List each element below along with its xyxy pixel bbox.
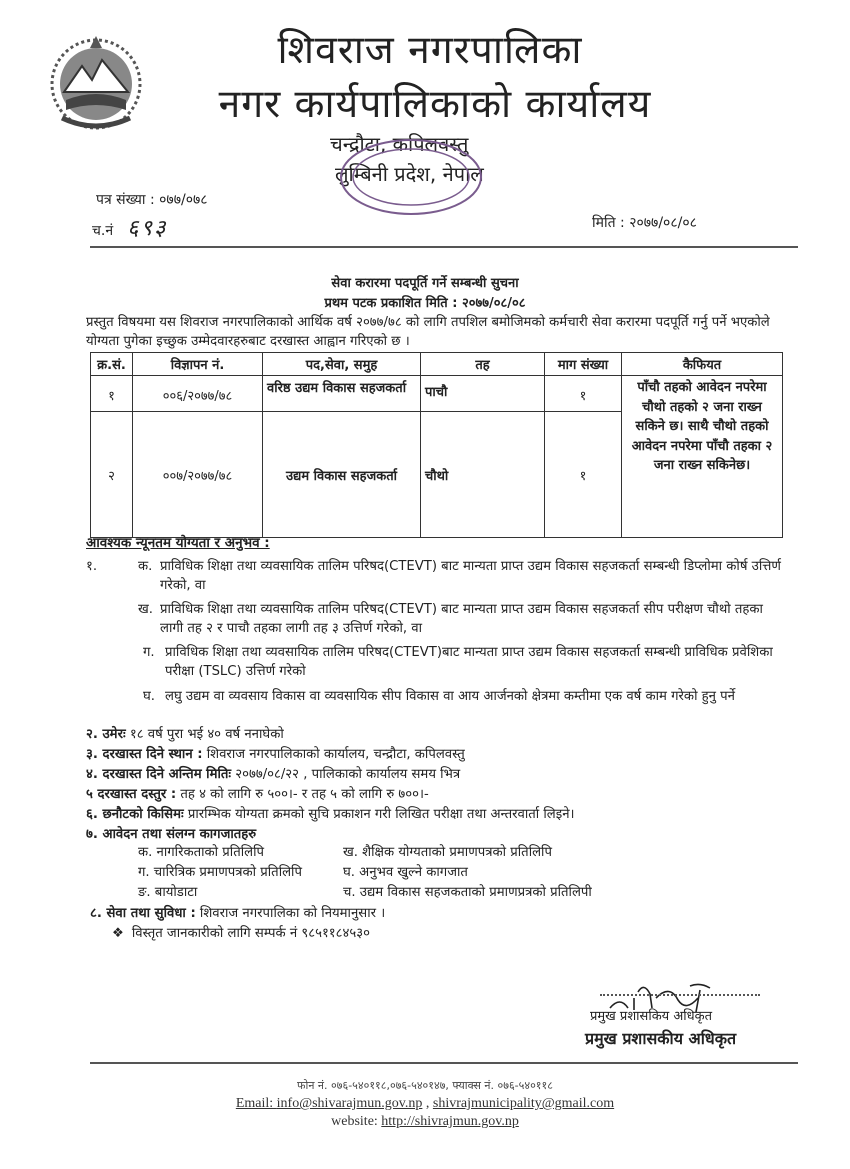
office-seal-stamp [336, 136, 486, 218]
dispatch-label: च.नं [92, 223, 114, 239]
org-name-line2: नगर कार्यपालिकाको कार्यालय [218, 82, 652, 127]
notice-intro: प्रस्तुत विषयमा यस शिवराज नगरपालिकाको आर्थिक वर्ष २०७७/७८ को लागि तपशिल बमोजिमको कर्मचारी सेवा करारमा पदपूर्ति गर्नु पर्ने भएकोले योग्यता पुगेका इच्छुक उम्मेदवारहरुबाट दरखास्त आह्वान गरिएको छ । [86, 315, 770, 349]
col-header: कैफियत [622, 353, 783, 376]
reference-number: पत्र संख्या : ०७७/०७८ [96, 192, 208, 208]
org-name-line1: शिवराज नगरपालिका [277, 28, 583, 73]
notice-subtitle: प्रथम पटक प्रकाशित मिति : २०७७/०८/०८ [324, 296, 526, 311]
qualifications-title: आवश्यक न्यूनतम योग्यता र अनुभव : [86, 535, 270, 551]
diamond-bullet-icon: ❖ [112, 926, 124, 941]
footer-phone: फोन नं. ०७६-५४०११८,०७६-५४०१४७, फ्याक्स नं. ०७६-५४०११८ [297, 1079, 553, 1092]
cell-sn: १ [91, 376, 133, 412]
footer-website: website: http://shivrajmun.gov.np [331, 1114, 519, 1129]
header-divider [90, 246, 798, 248]
detail-selection: ६. छनौटको किसिमः प्रारम्भिक योग्यता क्रमको सुचि प्रकाशन गरी लिखित परीक्षा तथा अन्तरवार्ता लिइने। [86, 807, 575, 822]
detail-deadline: ४. दरखास्त दिने अन्तिम मितिः २०७७/०८/२२ , पालिकाको कार्यालय समय भित्र [86, 767, 461, 782]
email-link-1[interactable]: info@shivarajmun.gov.np [276, 1096, 423, 1111]
qualifications-number: १. [86, 559, 98, 574]
qualification-label: ख. [138, 602, 153, 617]
qualification-text: प्राविधिक शिक्षा तथा व्यवसायिक तालिम परिषद(CTEVT) बाट मान्यता प्राप्त उद्यम विकास सहजकर्ता सम्बन्धी डिप्लोमा कोर्ष उत्तिर्ण गरेको, वा [160, 559, 781, 593]
cell-adno: ००६/२०७७/७८ [133, 376, 263, 412]
qualification-label: ग. [143, 645, 155, 660]
col-header: क्र.सं. [91, 353, 133, 376]
document-item: घ. अनुभव खुल्ने कागजात [343, 865, 468, 880]
qualification-label: क. [138, 559, 153, 574]
col-header: माग संख्या [545, 353, 622, 376]
cell-level: चौथो [421, 412, 545, 538]
col-header: तह [421, 353, 545, 376]
footer-divider [90, 1062, 798, 1064]
cell-demand: १ [545, 412, 622, 538]
qualification-text: लघु उद्यम वा व्यवसाय विकास वा व्यवसायिक सीप विकास वा आय आर्जनको क्षेत्रमा कम्तीमा एक वर्ष काम गरेको हुनु पर्ने [165, 689, 735, 704]
footer-email: Email: info@shivarajmun.gov.np , shivrajmunicipality@gmail.com [235, 1096, 615, 1111]
col-header: पद,सेवा, समुह [263, 353, 421, 376]
dispatch-number [92, 212, 167, 242]
org-address-line1: चन्द्रौटा, कपिलवस्तु [330, 132, 469, 156]
table-header-row [91, 353, 783, 376]
dispatch-value: ६९३ [127, 216, 168, 241]
signatory-title: प्रमुख प्रशासकिय अधिकृत [590, 1009, 713, 1024]
qualification-text: प्राविधिक शिक्षा तथा व्यवसायिक तालिम परिषद(CTEVT) बाट मान्यता प्राप्त उद्यम विकास सहजकर्ता सीप परीक्षण चौथो तहका लागी तह २ र पाचौ तहका लागी तह ३ उत्तिर्ण गरेको, वा [160, 602, 763, 636]
detail-fee: ५ दरखास्त दस्तुर : तह ४ को लागि रु ५००।- र तह ५ को लागि रु ७००।- [86, 787, 429, 802]
document-item: ङ. बायोडाटा [138, 885, 198, 900]
website-link[interactable]: http://shivrajmun.gov.np [381, 1114, 519, 1129]
detail-place: ३. दरखास्त दिने स्थान : शिवराज नगरपालिकाको कार्यालय, चन्द्रौटा, कपिलवस्तु [86, 747, 465, 762]
vacancy-table [90, 352, 783, 538]
document-item: ग. चारित्रिक प्रमाणपत्रको प्रतिलिपि [138, 865, 302, 880]
detail-documents: ७. आवेदन तथा संलग्न कागजातहरु [86, 827, 257, 842]
signatory-stamp: प्रमुख प्रशासकीय अधिकृत [585, 1029, 737, 1048]
letter-date: मिति : २०७७/०८/०८ [592, 215, 697, 231]
qualification-text: प्राविधिक शिक्षा तथा व्यवसायिक तालिम परिषद(CTEVT)बाट मान्यता प्राप्त उद्यम विकास सहजकर्ता सम्बन्धी प्राविधिक प्रवेशिका परीक्षा (TSLC) उत्तिर्ण गरेको [165, 645, 773, 679]
cell-post: वरिष्ठ उद्यम विकास सहजकर्ता [263, 376, 421, 412]
cell-demand: १ [545, 376, 622, 412]
email-link-2[interactable]: shivrajmunicipality@gmail.com [432, 1096, 615, 1111]
detail-service: ८. सेवा तथा सुविधा : शिवराज नगरपालिका को नियमानुसार । [90, 906, 386, 921]
cell-post: उद्यम विकास सहजकर्ता [263, 412, 421, 538]
cell-adno: ००७/२०७७/७८ [133, 412, 263, 538]
col-header: विज्ञापन नं. [133, 353, 263, 376]
signature-line [600, 994, 760, 996]
cell-level: पाचौ [421, 376, 545, 412]
document-item: ख. शैक्षिक योग्यताको प्रमाणपत्रको प्रतिलिपि [343, 845, 552, 860]
detail-age: २. उमेरः १८ वर्ष पुरा भई ४० वर्ष ननाघेको [86, 727, 284, 742]
contact-note: ❖ विस्तृत जानकारीको लागि सम्पर्क नं ९८५११८४५३० [112, 926, 370, 941]
qualification-label: घ. [143, 689, 155, 704]
document-item: क. नागरिकताको प्रतिलिपि [138, 845, 264, 860]
cell-remarks: पाँचौ तहको आवेदन नपरेमा चौथो तहको २ जना राख्न सकिने छ। साथै चौथो तहको आवेदन नपरेमा पाँचौ तहका २ जना राख्न सकिनेछ। [622, 376, 783, 538]
table-row [91, 376, 783, 412]
org-address-line2: लुम्बिनी प्रदेश, नेपाल [335, 162, 484, 186]
cell-sn: २ [91, 412, 133, 538]
notice-title: सेवा करारमा पदपूर्ति गर्ने सम्बन्धी सुचना [331, 276, 519, 291]
document-item: च. उद्यम विकास सहजकताको प्रमाणप्रत्रको प्रतिलिपी [343, 885, 592, 900]
